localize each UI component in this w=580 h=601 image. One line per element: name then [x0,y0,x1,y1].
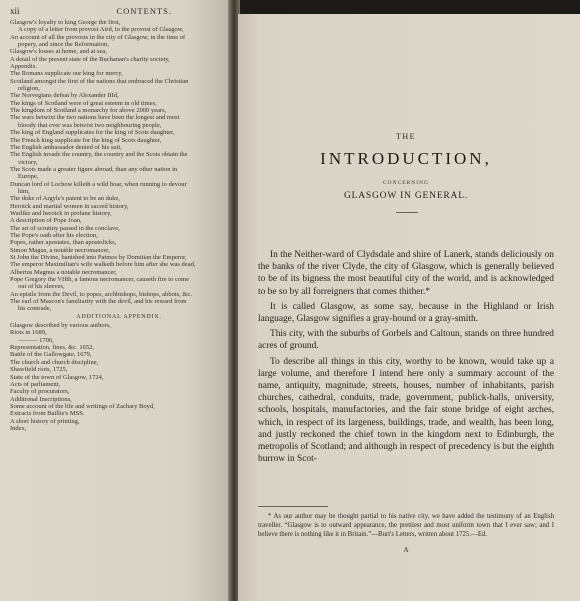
contents-entry [10,122,228,129]
contents-entry-text: The English ambassador denied of his suit, [10,143,122,151]
contents-entry-text: Representation, fines, &c. 1652, [10,344,94,352]
contents-entry-text: him, [18,187,30,195]
contents-entry [10,261,228,268]
contents-entry-text: The English invade the country, the country and the Scots obtain the [10,151,188,159]
contents-entry-text: Some account of the life and writings of Zachary Boyd, [10,402,155,410]
contents-entry-text: out of his sleeves, [18,283,65,291]
contents-entry-text: his comrade, [18,305,52,313]
contents-entry [10,56,228,63]
contents-entry-text: The kingdom of Scotland a monarchy for above 2000 years, [10,107,167,115]
contents-entry [10,203,228,210]
the-heading: THE [395,132,417,141]
contents-entry [10,166,228,173]
contents-entry [10,85,228,92]
contents-entry [10,291,228,298]
contents-entry-text: A detail of the present state of the Buchanan's charity society, [10,55,170,63]
contents-entry-text: Shawfield riots, 1725, [10,366,68,374]
right-page [238,14,580,601]
contents-entry [10,351,228,358]
contents-entry-text: Additional Inscriptions, [10,395,72,403]
contents-entry [10,269,228,276]
contents-entry [10,239,228,246]
contents-entry [10,410,228,417]
contents-entry [10,283,228,290]
left-page-number: xii [10,6,20,16]
contents-entry [10,322,228,329]
contents-entry-text: The Scots made a greater figure abroad, than any other nation in [10,165,178,173]
contents-entry [10,159,228,166]
contents-entry-text: Warlike and heroick in profane history, [10,209,112,217]
contents-entry-text: A description of Pope Joan, [10,217,82,225]
contents-entry [10,305,228,312]
contents-entry-text: Acts of parliament, [10,380,60,388]
contents-entry [10,254,228,261]
contents-entry-text: religion, [18,85,40,93]
contents-entry-text: The Pope's oath after his election, [10,231,98,239]
contents-entry-text: Appendix. [10,63,38,71]
contents-entry-text: ——— 1706, [18,336,54,344]
body-paragraph: To describe all things in this city, worthy to be known, would take up a large volume, and therefore I intend here only a summary account of the name, antiquity, magnitude, streets, houses, number of inhabitants, parish churches, cathedral, conduits, trade, government, publick-halls, university, schools, hospitals, manufactories, and the fair stone bridge of eight arches, which, in respect of its largeness, buildings, trade, and wealth, has been long, and justly reckoned the chief town in the kingdom next to Edinburgh, the metropolis of Scotland; and although in respect of precedency is but the eighth burrow in Scot- [258,356,554,465]
contents-entry-text: The church and church discipline, [10,358,99,366]
contents-entry-text: victory, [18,158,38,166]
contents-entry-text: Pope Gregory the VIIth, a famous necromancer, causeth fire to come [10,276,190,284]
title-divider [396,212,418,213]
introduction-body [258,249,554,468]
contents-entry [10,70,228,77]
contents-entry-text: The emperor Maximilian's wife walketh before him after she was dead, [10,261,196,269]
contents-entry [10,210,228,217]
contents-entry [10,374,228,381]
contents-heading: CONTENTS. [116,6,172,16]
contents-entry [10,337,228,344]
contents-entry [10,381,228,388]
footnote-divider [258,506,328,507]
contents-entry [10,129,228,136]
contents-entry [10,298,228,305]
contents-entry-text: The art of scrutiny passed in the conclave, [10,224,120,232]
contents-entry [10,217,228,224]
contents-entry [10,232,228,239]
contents-entry-text: Glasgow's losses at home, and at sea, [10,48,107,56]
left-page-header [10,6,228,16]
contents-entry [10,418,228,425]
contents-entry [10,359,228,366]
contents-entry-text: A short history of printing, [10,417,80,425]
contents-entry-text: State of the town of Glasgow, 1724, [10,373,104,381]
contents-entry [10,41,228,48]
contents-entry-text: Riots in 1689, [10,329,47,337]
contents-entry-text: The duke of Argyle's patent to be an duke, [10,195,120,203]
contents-entry-text: Europe, [18,173,39,181]
contents-entry-text: Simon Magus, a notable necromancer, [10,246,110,254]
contents-entry [10,181,228,188]
contents-entry-text: Glasgow described by various authors, [10,322,111,330]
contents-entry-text: The earl of Mascon's familiarity with the devil, and his reward from [10,298,187,306]
contents-entry-text: The French king supplicate for the king of Scots daughter, [10,136,162,144]
contents-entry [10,403,228,410]
contents-entry [10,48,228,55]
contents-entry-text: Glasgow's loyalty to king George the first, [10,19,121,26]
contents-entry [10,173,228,180]
contents-entry [10,276,228,283]
contents-entry [10,396,228,403]
contents-entry-text: popery, and since the Reformation, [18,41,109,49]
body-paragraph: It is called Glasgow, as some say, because in the Highland or Irish language, Glasgow signifies a gray-hound or a gray-smith. [258,301,554,325]
body-paragraph: In the Neither-ward of Clydsdale and shire of Lanerk, stands deliciously on the banks of the river Clyde, the city of Glasgow, which is generally believed to be of its bigness the most beautiful city of the world, and is acknowledged to be so by all forreigners that comes thither.* [258,250,554,297]
contents-entry-text: The kings of Scotland were of great esteem in old times, [10,99,157,107]
footnote [258,512,554,539]
contents-entry-text: The Romans supplicate our king for mercy, [10,70,123,78]
contents-subheading [10,313,228,322]
contents-entry [10,425,228,432]
contents-entry [10,388,228,395]
contents-entry-text: An account of all the provosts in the city of Glasgow, in the time of [10,33,186,41]
contents-entry [10,34,228,41]
contents-entry [10,329,228,336]
contents-entry-text: Battle of the Gallowgate, 1679, [10,351,92,359]
contents-entry-text: Albertus Magnus a notable necromancer, [10,268,117,276]
body-paragraph: This city, with the suburbs of Gorbels and Caltoun, stands on three hundred acres of ground. [258,329,554,352]
contents-entry [10,188,228,195]
contents-entry [10,144,228,151]
contents-entry [10,225,228,232]
contents-entry-text: ADDITIONAL APPENDIX. [76,313,162,320]
contents-entry-text: Scotland amongst the first of the nations that embraced the Christian [10,77,189,85]
contents-entry [10,151,228,158]
introduction-title: INTRODUCTION, [320,149,492,168]
contents-entry [10,366,228,373]
contents-entry [10,63,228,70]
contents-entry [10,100,228,107]
contents-entry [10,26,228,33]
signature-mark: A [403,546,409,554]
contents-entry-text: The wars betwixt the two nations have been the longest and most [10,114,180,122]
contents-entry-text: A copy of a letter from provost Aird, to the provost of Glasgow, [18,26,184,34]
left-page [0,0,232,601]
contents-entry [10,19,228,26]
contents-entry [10,195,228,202]
introduction-subtitle: GLASGOW IN GENERAL. [344,191,468,201]
contents-entry [10,114,228,121]
contents-entry [10,344,228,351]
contents-entry-text: The Norvegians defeat by Alexander IIId, [10,92,119,100]
contents-entry-text: Faculty of procurators, [10,388,70,396]
contents-entry-text: Index, [10,424,27,432]
contents-entry-text: Popes, rather apostates, than apostolicks, [10,239,117,247]
contents-entry-text: An epistle from the Devil, to popes, archbishops, bishops, abbots, &c. [10,290,192,298]
contents-entry [10,78,228,85]
contents-entry [10,107,228,114]
contents-list [10,19,228,432]
contents-entry-text: The king of England supplicates for the king of Scots daughter, [10,129,175,137]
contents-entry-text: Duncan lord of Lochow killeth a wild boar, when running to devour [10,180,187,188]
contents-entry [10,247,228,254]
concerning-label: CONCERNING [382,180,430,186]
contents-entry-text: bloody that ever was betwixt two neighbouring people, [18,121,162,129]
contents-entry-text: Extracts from Baillie's MSS. [10,410,85,418]
contents-entry [10,92,228,99]
contents-entry-text: Heroick and martial women in sacred history, [10,202,129,210]
contents-entry [10,137,228,144]
contents-entry-text: St John the Divine, banished into Patmos by Domitian the Emperor, [10,254,187,261]
footnote-text: * As our author may be thought partial to his native city, we have added the testimony of an English traveller. “Glasgow is to outward appearance, the prettiest and most uniform town that I ever saw; and I believe there is nothing like it in Britain.”—Burt's Letters, written about 1725.—Ed. [258,513,554,538]
